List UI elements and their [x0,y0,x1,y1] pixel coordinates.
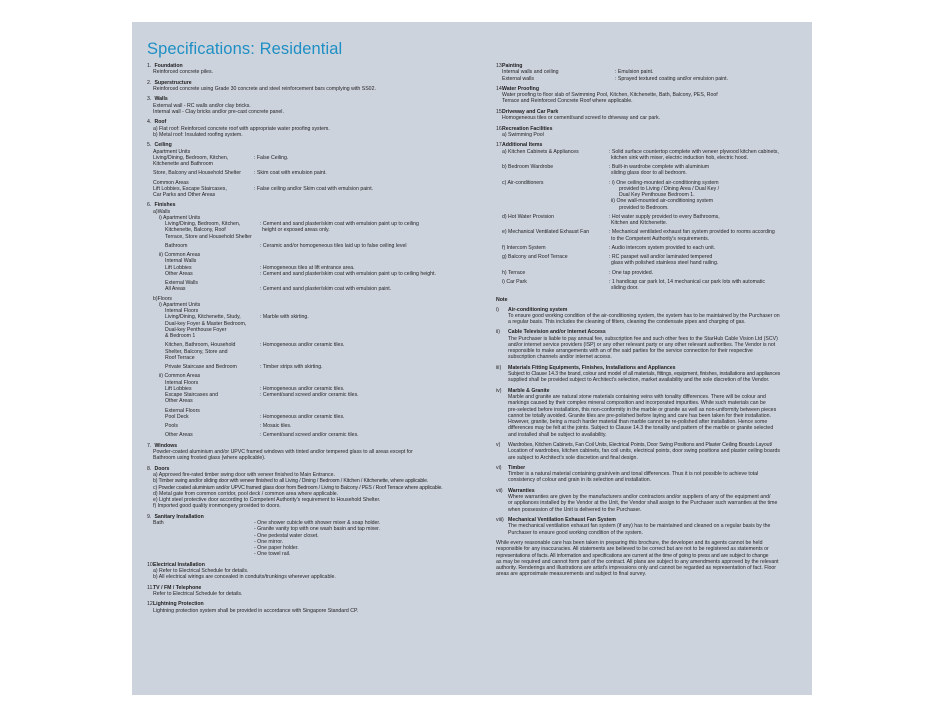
spec-label: Lift Lobbies, Escape Staircases, [153,185,227,192]
spec-label: c) Air-conditioners [502,179,544,186]
spec-row [147,271,467,277]
section-text: d) Metal gate from common corridor, pool deck / common area where applicable. [153,490,339,497]
note-number: iv) [496,387,502,394]
spec-label: Store, Balcony and Household Shelter [153,170,241,177]
spec-row [147,186,467,199]
spec-value: : Cement and sand plaster/skim coat with emulsion paint up to ceiling [260,221,419,228]
note-marble-granite [496,388,801,438]
spec-value: Kitchen and Kitchenette. [611,220,668,226]
spec-value: : Cement/sand screed and/or ceramic tiles. [260,392,359,399]
section-heading: TV / FM / Telephone [153,584,202,591]
note-text: markings caused by their complex mineral composition and incorporated impurities. While such materials can be [508,400,766,407]
spec-value: height or exposed areas only. [262,227,330,234]
spec-label: a) Kitchen Cabinets & Appliances [502,148,579,155]
spec-label: Bathroom [165,242,188,249]
spec-row [147,414,467,420]
spec-value: : Homogeneous and/or ceramic tiles. [260,385,345,392]
spec-value: : One tap provided. [609,269,654,276]
note-number: v) [496,442,501,448]
spec-row [147,314,467,339]
section-number: 6. [147,202,152,209]
subheading: External Floors [165,407,200,414]
spec-row [147,432,467,438]
section-text: Reinforced concrete using Grade 30 concrete and steel reinforcement bars complying with SS02. [153,85,376,92]
section-heading: Electrical Installation [153,561,205,568]
spec-label: f) Intercom System [502,244,546,251]
spec-value: - One mirror. [254,538,284,545]
page-title: Specifications: Residential [147,40,343,58]
section-number: 2. [147,79,152,86]
section-driveway [496,109,801,122]
spec-label: Roof Terrace [165,354,195,361]
note-text: Location of wardrobes, kitchen cabinets, fan coil units, electrical points, door swing positions and plaster ceiling boards [508,448,780,455]
spec-row [496,149,801,162]
spec-value: provided to Bedroom. [619,204,669,211]
note-text: and/or internet service providers (ISP) or any other relevant party or any other relevant authorities. The Vendor is not [508,341,776,348]
subheading: b)Floors [153,295,173,302]
spec-value: sliding glass door to all bedroom. [611,170,687,177]
note-text: when possession of the Unit is delivered to the Purchaser. [508,506,642,513]
note-text: The Purchaser is liable to pay annual fee, subscription fee and such other fees to the StarHub Cable Vision Ltd (SCV) [508,335,778,342]
spec-row [496,254,801,267]
section-number: 1. [147,63,152,69]
spec-value: kitchen sink with mixer, electric induction hob, electric hood. [611,154,748,161]
note-number: vi) [496,464,502,471]
spec-value: : Ceramic and/or homogeneous tiles laid up to false ceiling level [260,242,407,249]
note-text: or appliances installed by the Vendor at the Unit, the Vendor shall assign to the Purchaser such warranties at the time [508,500,778,507]
note-text: subscription channels and/or internet access. [508,354,612,361]
spec-row [496,270,801,276]
spec-value: - One towel rail. [254,551,291,558]
spec-row [147,423,467,429]
section-ceiling [147,142,467,198]
note-heading: Materials Fitting Equipments, Finishes, Installations and Appliances [508,364,676,371]
note-text: Wardrobes, Kitchen Cabinets, Fan Coil Units, Electrical Points, Door Swing Positions and Plaster Ceiling Boards Layout/ [508,442,773,448]
spec-value: - One shower cubicle with shower mixer & soap holder. [254,520,381,526]
note-number: i) [496,306,499,313]
spec-label: Other Areas [165,432,193,439]
section-text: b) Metal roof: Insulated roofing system. [153,131,243,138]
section-text: a) Flat roof: Reinforced concrete roof with appropriate water proofing system. [153,125,330,132]
spec-value: ii) One wall-mounted air-conditioning system [611,198,714,205]
note-number: viii) [496,517,504,524]
spec-value: : Sprayed textured coating and/or emulsion paint. [615,75,729,82]
spec-label: Terrace, Store and Household Shelter [165,233,252,240]
spec-label: Other Areas [165,270,193,277]
section-text: a) Swimming Pool [502,131,544,138]
spec-row [147,342,467,361]
section-text: b) Timber swing and/or sliding door with veneer finished to all Living / Dining / Bedroom / Kitchen / Kitchenette, where applicable. [153,478,429,485]
note-number: iii) [496,364,502,371]
section-recreation [496,126,801,139]
section-number: 3. [147,96,152,103]
section-heading: Water Proofing [502,85,539,92]
section-water-proofing [496,86,801,105]
note-heading: Mechanical Ventilation Exhaust Fan System [508,517,616,524]
section-text: Lightning protection system shall be provided in accordance with Singapore Standard CP. [153,607,359,614]
section-heading: Additional Items [502,142,543,149]
spec-value: : RC parapet wall and/or laminated tempered [609,254,713,260]
section-heading: Finishes [154,202,176,209]
section-heading: Roof [154,119,167,126]
spec-label: Living/Dining, Bedroom, Kitchen, [153,154,229,161]
spec-row [147,520,467,558]
subheading: Apartment Units [153,148,191,155]
section-walls [147,96,467,115]
spec-value: : Cement/sand screed and/or ceramic tiles. [260,432,359,439]
note-text: and installed shall be subject to availability. [508,431,607,438]
spec-label: d) Hot Water Provision [502,213,554,220]
spec-label: & Bedroom 1 [165,333,196,340]
spec-label: Car Parks and Other Areas [153,192,216,198]
section-number: 16. [496,125,504,132]
subheading: ii) Common Areas [159,373,201,380]
spec-label: Private Staircase and Bedroom [165,364,237,371]
note-warranties [496,488,801,513]
section-heading: Painting [502,63,523,69]
note-heading: Timber [508,464,526,471]
note-text: Timber is a natural material containing grain/vein and tonal differences. Thus it is not possible to achieve total [508,471,759,478]
spec-label: Other Areas [165,398,193,405]
section-sanitary [147,514,467,558]
spec-value: : Mosaic tiles. [260,423,292,430]
note-text: cannot be totally avoided. Granite tiles are pre-polished before laying and care has been taken for their installation. [508,412,771,419]
section-painting [496,63,801,82]
spec-row [147,221,467,240]
section-number: 9. [147,513,152,520]
disclaimer-text: representations of facts. All information and specifications are current at the time of going to press and are subject to change [496,552,769,559]
note-number: ii) [496,329,501,336]
section-lightning [147,601,467,614]
spec-label: Kitchenette, Balcony, Roof [165,227,226,234]
note-materials [496,365,801,384]
spec-label: b) Bedroom Wardrobe [502,164,554,170]
section-heading: Lightning Protection [153,601,204,608]
spec-value: : Cement and sand plaster/skim coat with emulsion paint. [260,286,392,293]
spec-row [147,364,467,370]
subheading: a)Walls [153,208,171,215]
section-text: c) Powder coated aluminium and/or UPVC framed glass door from Bedroom / Living to Balcony / PES / Roof Terrace where applicable. [153,484,443,491]
disclaimer-text: authority. Renderings and illustrations are artist's impressions only and cannot be regarded as representation of fact. Floor [496,565,777,571]
spec-label: Dual-key Penthouse Foyer [165,326,227,333]
subheading: ii) Common Areas [159,252,201,259]
section-text: Bathroom using frosted glass (where applicable). [153,455,266,462]
spec-value: : Hot water supply provided to every Bathrooms, [609,213,720,220]
note-text: a regular basis. This includes the cleaning of filters, cleaning the condensate pipes and charging of gas. [508,319,746,325]
spec-value: glass with polished stainless steel hand railing. [611,260,719,267]
spec-row [147,286,467,292]
section-text: b) All electrical wirings are concealed in conduits/trunkings wherever applicable. [153,574,336,581]
spec-label: Kitchen, Bathroom, Household [165,342,236,349]
note-timber [496,465,801,484]
section-text: Homogeneous tiles or cement/sand screed to driveway and car park. [502,115,661,122]
subheading: Internal Walls [165,258,197,265]
note-mechanical-ventilation [496,517,801,536]
section-number: 7. [147,442,152,449]
section-number: 13. [496,63,504,69]
section-windows [147,443,467,462]
spec-label: All Areas [165,286,186,293]
note-text: Subject to Clause 14.3 the brand, colour and model of all materials, fittings, equipment, finishes, installations and appliances [508,371,781,378]
spec-value: - One paper holder. [254,545,299,551]
notes [496,297,801,577]
spec-row [496,214,801,227]
section-heading: Recreation Facilities [502,125,553,132]
spec-value: : False ceiling and/or Skim coat with emulsion paint. [254,185,374,192]
section-text: Reinforced concrete piles. [153,69,213,76]
spec-label: e) Mechanical Ventilated Exhaust Fan [502,229,590,236]
disclaimer-text: While every reasonable care has been taken in preparing this brochure, the developer and its agents cannot be held [496,540,763,546]
note-heading: Warranties [508,487,535,494]
note-text: However, granite, being a much harder material than marble cannot be re-polished after installation. Hence some [508,419,768,426]
spec-value: : Audio intercom system provided to each unit. [609,244,716,251]
note-cable-tv [496,329,801,360]
spec-label: Bath [153,520,164,526]
spec-row [496,245,801,251]
spec-label: Dual-key Foyer & Master Bedroom, [165,320,247,327]
section-heading: Windows [154,442,178,449]
section-text: External wall - RC walls and/or clay bricks. [153,102,251,109]
section-number: 8. [147,465,152,472]
spec-value: : Emulsion paint. [615,69,654,76]
spec-label: Escape Staircases and [165,392,219,399]
section-doors [147,466,467,510]
section-text: Powder-coated aluminium and/or UPVC framed windows with tinted and/or tempered glass to all areas except for [153,449,413,456]
section-finishes [147,202,467,438]
spec-value: sliding door. [611,285,639,291]
section-text: e) Light steel protective door according to Competent Authority's requirement to Household Shelter. [153,497,381,504]
subheading: Internal Floors [165,308,199,315]
section-text: Internal wall - Clay bricks and/or pre-cast concrete panel. [153,108,284,115]
note-text: The mechanical ventilation exhaust fan system (if any) has to be maintained and cleaned on a regular basis by the [508,523,771,530]
disclaimer [496,540,801,578]
section-number: 10. [147,561,155,568]
notes-heading: Note [496,297,508,304]
section-heading: Sanitary Installation [154,513,204,520]
section-number: 17. [496,142,504,149]
spec-value: : Cement and sand plaster/skim coat with emulsion paint up to ceiling height. [260,270,436,277]
note-wardrobes-layout [496,442,801,461]
note-text: Purchaser to ensure good working condition of the system. [508,529,643,536]
spec-label: h) Terrace [502,269,526,276]
subheading: External Walls [165,280,198,287]
subheading: Common Areas [153,179,189,186]
note-text: To ensure good working condition of the air-conditioning system, the system has to be maintained by the Purchaser on [508,312,780,319]
subheading: Internal Floors [165,379,199,386]
spec-label: Lift Lobbies [165,264,192,271]
right-column [496,63,801,582]
spec-row [496,76,801,82]
spec-value: : Skim coat with emulsion paint. [254,170,327,177]
section-heading: Driveway and Car Park [502,108,559,115]
section-text: Water proofing to floor slab of Swimming Pool, Kitchen, Kitchenette, Bath, Balcony, PES, Roof [502,92,718,99]
section-number: 5. [147,142,152,149]
section-number: 11. [147,584,154,591]
section-number: 15. [496,108,504,115]
note-text: supplied shall be provided subject to Architect's selection, market availability and the sole discretion of the Vendor. [508,377,770,384]
spec-label: Pool Deck [165,413,189,420]
section-heading: Doors [154,465,170,472]
spec-value: : False Ceiling. [254,154,289,161]
spec-label: Lift Lobbies [165,385,192,392]
spec-row [496,180,801,211]
section-superstructure [147,80,467,93]
subheading: i) Apartment Units [159,214,201,221]
spec-label: g) Balcony and Roof Terrace [502,254,568,260]
section-additional-items [496,142,801,291]
section-electrical [147,562,467,581]
section-number: 4. [147,119,152,126]
spec-row [147,170,467,176]
spec-value: provided to Living / Dining Area / Dual Key / [619,185,720,192]
note-number: vii) [496,487,503,494]
spec-value: : Solid surface countertop complete with veneer plywood kitchen cabinets, [609,148,779,155]
spec-row [147,155,467,168]
section-tv-fm-telephone [147,585,467,598]
disclaimer-text: as may be required and cannot form part of the contract. All plans are subject to any amendments approved by the relevant [496,558,779,565]
disclaimer-text: responsible for any inaccuracies. All statements are believed to be correct but are not to be registered as statements or [496,546,769,553]
spec-label: Living/Dining, Bedroom, Kitchen, [165,221,241,228]
disclaimer-text: areas are approximate measurements and subject to final survey. [496,571,647,578]
note-air-conditioning [496,307,801,326]
section-heading: Foundation [154,63,183,69]
note-text: consistency of colour and grain in its selection and installation. [508,477,652,484]
spec-value: Dual Key Penthouse Bedroom 1. [619,192,695,198]
spec-value: - Granite vanity top with one wash basin and tap mixer. [254,526,381,533]
section-number: 12. [147,601,155,608]
spec-label: External walls [502,75,535,82]
spec-row [496,164,801,177]
spec-label: i) Car Park [502,278,527,285]
section-foundation [147,63,467,76]
section-heading: Superstructure [154,79,192,86]
spec-value: : Homogeneous and/or ceramic tiles. [260,342,345,349]
spec-value: : Timber strips with skirting. [260,364,323,371]
spec-value: : i) One ceiling-mounted air-conditioning system [609,179,719,186]
section-text: Terrace and Reinforced Concrete Roof where applicable. [502,98,633,105]
note-text: differences may be felt at the joints. Subject to Clause 14.3 the tonality and pattern of the marble or granite selected [508,425,774,432]
section-text: a) Approved fire-rated timber swing door with veneer finished to Main Entrance. [153,472,335,479]
note-heading: Air-conditioning system [508,306,568,313]
note-text: Where warranties are given by the manufacturers and/or contractors and/or suppliers of any of the equipment and/ [508,494,771,501]
specifications-panel [132,22,812,695]
note-text: pre-selected before installation, this non-conformity in the marble or granite as well as non-uniformity between pieces [508,406,777,413]
spec-value: : Marble with skirting. [260,314,309,321]
section-roof [147,119,467,138]
section-heading: Ceiling [154,142,172,149]
spec-label: Kitchenette and Bathroom [153,161,213,167]
spec-value: : Mechanical ventilated exhaust fan system provided to rooms according [609,229,775,236]
spec-value: - One pedestal water closet. [254,532,319,539]
spec-label: Living/Dining, Kitchenette, Study, [165,314,241,321]
spec-label: Pools [165,423,178,430]
section-number: 14. [496,85,504,92]
spec-label: Shelter, Balcony, Store and [165,348,228,355]
note-heading: Cable Television and/or Internet Access [508,329,606,336]
spec-value: : 1 handicap car park lot, 14 mechanical car park lots with automatic [609,278,765,285]
note-text: responsible to make arrangements with an of the said parties for the service connection for their respective [508,348,753,355]
spec-row [147,243,467,249]
spec-row [496,279,801,292]
spec-value: : Homogeneous and/or ceramic tiles. [260,413,345,420]
spec-value: to the Competent Authority's requirements. [611,235,710,242]
spec-row [147,392,467,405]
note-heading: Marble & Granite [508,387,550,394]
section-text: f) Imported good quality ironmongery provided to doors. [153,503,281,510]
spec-label: Internal walls and ceiling [502,69,559,76]
note-text: Marble and granite are natural stone materials containing veins with tonality differences. There will be colour and [508,394,766,401]
spec-row [496,229,801,242]
spec-value: : Built-in wardrobe complete with aluminium [609,164,710,170]
section-text: Refer to Electrical Schedule for details. [153,590,243,597]
subheading: i) Apartment Units [159,301,201,308]
note-text: are subject to Architect's sole discretion and final design. [508,454,638,461]
section-heading: Walls [154,96,168,103]
spec-value: : Homogeneous tiles at lift entrance area. [260,264,355,271]
section-text: a) Refer to Electrical Schedule for details. [153,567,249,574]
left-column [147,63,467,618]
